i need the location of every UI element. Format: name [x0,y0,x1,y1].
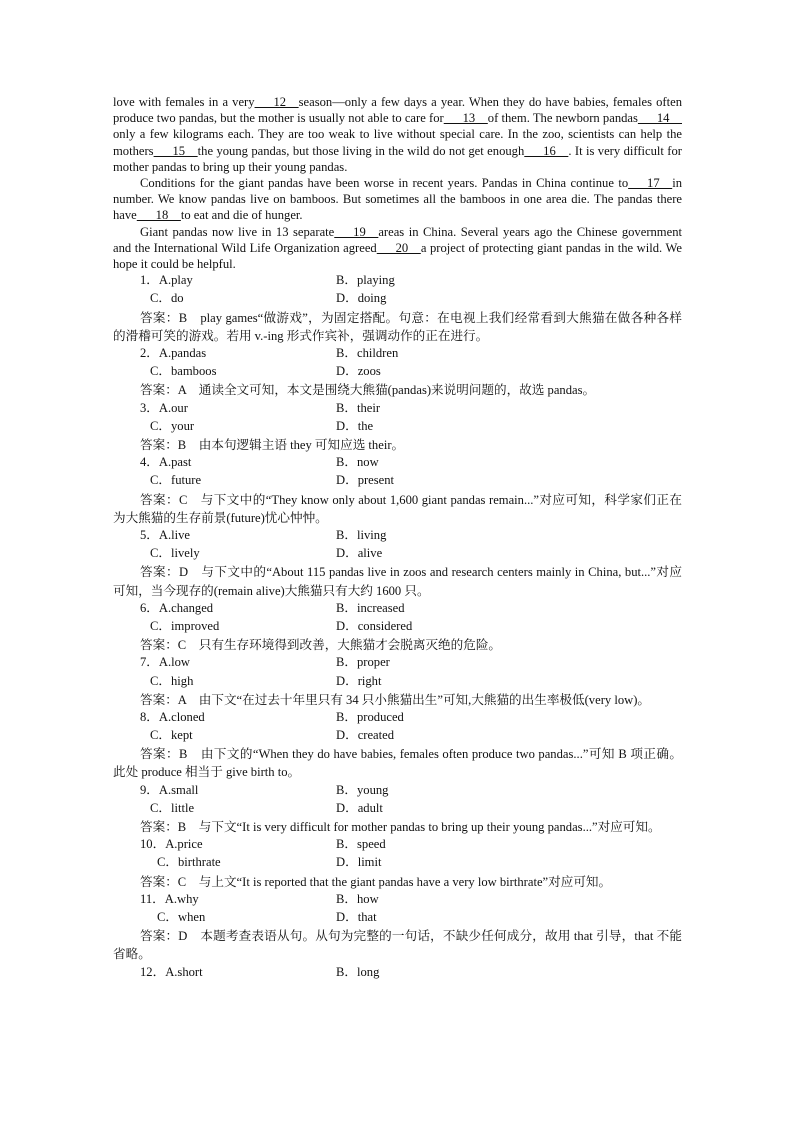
option-left [140,472,201,488]
question-number: 5． [140,527,159,542]
option-text: B．children [336,346,399,361]
option-row [113,909,682,927]
passage-text: areas in China. Several years ago the Chinese government and the International Wild Life Organization agreed [113,224,682,255]
question-number: 4． [140,455,159,470]
passage-paragraph [113,224,682,273]
option-row [113,527,682,545]
option-row [113,363,682,381]
option-text: C．when [157,910,206,925]
option-text: B．how [336,891,379,906]
question-number: 8． [140,709,159,724]
answer-explanation [113,927,682,963]
option-row [113,964,682,982]
option-left [140,290,184,306]
option-text: A.past [158,455,192,470]
answer-indent [113,311,140,325]
option-text: D．that [336,910,377,925]
passage-text: season—only a few days a year. When they do have babies, females often produce two pandas, but the mother is usually not able to care for [113,95,682,126]
question-number: 1． [140,273,159,288]
option-text: B．young [336,782,389,797]
answer-indent [113,383,140,397]
answer-text: 答案：D 与下文中的“About 115 pandas live in zoos and research centers mainly in China, but...”对应可知，当今现存的(remain alive)大熊猫只有大约 1600 只。 [113,565,682,598]
answer-explanation [113,436,682,454]
option-text: B．increased [336,600,405,615]
option-left [140,618,219,634]
option-text: C．do [150,291,184,306]
question-number: 3． [140,400,159,415]
answer-indent [113,438,140,452]
option-text: C．your [150,418,195,433]
option-text: D．doing [336,291,387,306]
question-number-and-option [140,782,198,798]
option-row [113,290,682,308]
question-number: 2． [140,346,159,361]
answer-explanation [113,691,682,709]
option-row [113,454,682,472]
option-row [113,400,682,418]
question-number-and-option [140,891,199,907]
option-left [140,909,205,925]
option-text: C．high [150,673,194,688]
question-number: 11． [140,891,165,906]
blank-number: 18 [136,208,181,223]
option-row [113,854,682,872]
answer-indent [113,875,140,889]
option-text: A.price [165,837,203,852]
option-row [113,673,682,691]
option-text: D．right [336,673,382,688]
option-text: B．their [336,400,381,415]
answer-text: 答案：C 与下文中的“They know only about 1,600 giant pandas remain...”对应可知，科学家们正在为大熊猫的生存前景(future)忧心忡忡。 [113,492,682,525]
option-text: D．created [336,728,395,743]
answer-text: 答案：B play games“做游戏”，为固定搭配。句意：在电视上我们经常看到大熊猫在做各种各样的滑稽可笑的游戏。若用 v.-ing 形式作宾补，强调动作的正在进行。 [113,310,682,343]
answer-explanation [113,563,682,599]
passage-paragraph [113,175,682,224]
option-text: C．kept [150,728,193,743]
option-text: A.short [165,964,203,979]
option-text: C．lively [150,546,200,561]
question-number-and-option [140,709,205,725]
option-text: D．limit [336,855,382,870]
answer-text: 答案：D 本题考查表语从句。从句为完整的一句话，不缺少任何成分，故用 that 引导，that 不能省略。 [113,929,682,962]
option-row [113,472,682,490]
option-text: D．present [336,473,395,488]
option-row [113,272,682,290]
option-text: A.live [158,527,191,542]
blank-number: 20 [376,240,421,255]
option-text: C．little [150,800,195,815]
passage-text: in number. We know pandas live on bamboos. But sometimes all the bamboos in one area die. The pandas there have [113,176,682,223]
option-text: C．birthrate [157,855,221,870]
option-row [113,600,682,618]
option-left [140,800,194,816]
option-text: A.play [158,273,193,288]
option-text: B．now [336,455,379,470]
option-left [140,673,193,689]
blank-number: 14 [637,111,682,126]
question-number-and-option [140,527,190,543]
option-text: A.pandas [158,346,207,361]
passage-paragraph [113,94,682,175]
option-text: D．alive [336,546,383,561]
answer-text: 答案：A 通读全文可知，本文是围绕大熊猫(pandas)来说明问题的，故选 pandas。 [140,383,596,398]
option-row [113,782,682,800]
question-number: 6． [140,600,159,615]
blank-number: 19 [334,224,379,239]
option-text: A.why [164,891,199,906]
answer-text: 答案：B 与下文“It is very difficult for mother pandas to bring up their young pandas...”对应可知。 [140,820,661,835]
answer-text: 答案：B 由本句逻辑主语 they 可知应选 their。 [140,437,405,452]
option-text: C．improved [150,618,220,633]
question-number: 9． [140,782,159,797]
option-text: B．produced [336,709,404,724]
question-number-and-option [140,836,203,852]
question-number: 10． [140,837,166,852]
option-text: B．proper [336,655,390,670]
question-number-and-option [140,600,213,616]
option-text: C．bamboos [150,364,217,379]
option-text: B．playing [336,273,395,288]
answer-indent [113,565,140,579]
answer-explanation [113,818,682,836]
option-row [113,836,682,854]
option-row [113,345,682,363]
option-row [113,418,682,436]
question-number-and-option [140,454,191,470]
blank-number: 15 [153,143,198,158]
option-row [113,618,682,636]
answer-text: 答案：C 只有生存环境得到改善，大熊猫才会脱离灭绝的危险。 [140,638,502,653]
question-number: 12． [140,964,166,979]
passage-text: a project of protecting giant pandas in the wild. We hope it could be helpful. [113,240,683,272]
passage-text: . It is very difficult for mother pandas to bring up their young pandas. [113,143,682,174]
option-text: D．zoos [336,364,381,379]
option-text: D．adult [336,800,383,815]
option-text: D．the [336,418,374,433]
blank-number: 12 [254,95,299,109]
option-text: A.changed [158,600,214,615]
option-row [113,727,682,745]
answer-explanation [113,636,682,654]
option-row [113,545,682,563]
question-number-and-option [140,654,190,670]
option-text: B．speed [336,837,386,852]
answer-explanation [113,491,682,527]
answer-text: 答案：B 由下文的“When they do have babies, females often produce two pandas...”可知 B 项正确。此处 produce 相当于 give birth to。 [113,747,682,780]
option-left [140,727,193,743]
option-text: A.small [158,782,199,797]
option-text: C．future [150,473,202,488]
passage-text: of them. The newborn pandas [487,111,638,126]
question-number: 7． [140,655,159,670]
option-text: A.cloned [158,709,205,724]
question-number-and-option [140,400,188,416]
option-text: B．living [336,527,387,542]
question-list [113,272,682,982]
document-page [113,94,682,982]
option-row [113,891,682,909]
option-row [113,800,682,818]
blank-number: 13 [443,111,488,126]
option-text: B．long [336,964,380,979]
question-number-and-option [140,345,206,361]
passage-text: Conditions for the giant pandas have been worse in recent years. Pandas in China continue to [140,176,629,191]
option-text: D．considered [336,618,413,633]
option-left [140,418,194,434]
answer-indent [113,693,140,707]
blank-number: 16 [524,143,569,158]
passage-text: the young pandas, but those living in the wild do not get enough [197,143,525,158]
answer-text: 答案：C 与上文“It is reported that the giant pandas have a very low birthrate”对应可知。 [140,874,612,889]
answer-indent [113,638,140,652]
answer-indent [113,820,140,834]
question-number-and-option [140,964,203,980]
option-row [113,654,682,672]
answer-explanation [113,309,682,345]
option-text: A.our [158,400,188,415]
answer-indent [113,493,140,507]
blank-number: 17 [628,176,673,191]
option-row [113,709,682,727]
option-left [140,545,200,561]
passage-text: to eat and die of hunger. [180,208,303,223]
passage-text: love with females in a very [113,95,255,109]
answer-indent [113,929,140,943]
passage-text: only a few kilograms each. They are too weak to live without special care. In the zoo, scientists can help the mothers [113,127,682,158]
question-number-and-option [140,272,193,288]
answer-text: 答案：A 由下文“在过去十年里只有 34 只小熊猫出生”可知,大熊猫的出生率极低(very low)。 [140,692,651,707]
option-left [140,363,216,379]
answer-explanation [113,381,682,399]
passage-text: Giant pandas now live in 13 separate [140,224,335,239]
option-text: A.low [158,655,191,670]
option-left [140,854,221,870]
answer-indent [113,747,140,761]
cloze-passage [113,94,682,272]
answer-explanation [113,745,682,781]
answer-explanation [113,873,682,891]
